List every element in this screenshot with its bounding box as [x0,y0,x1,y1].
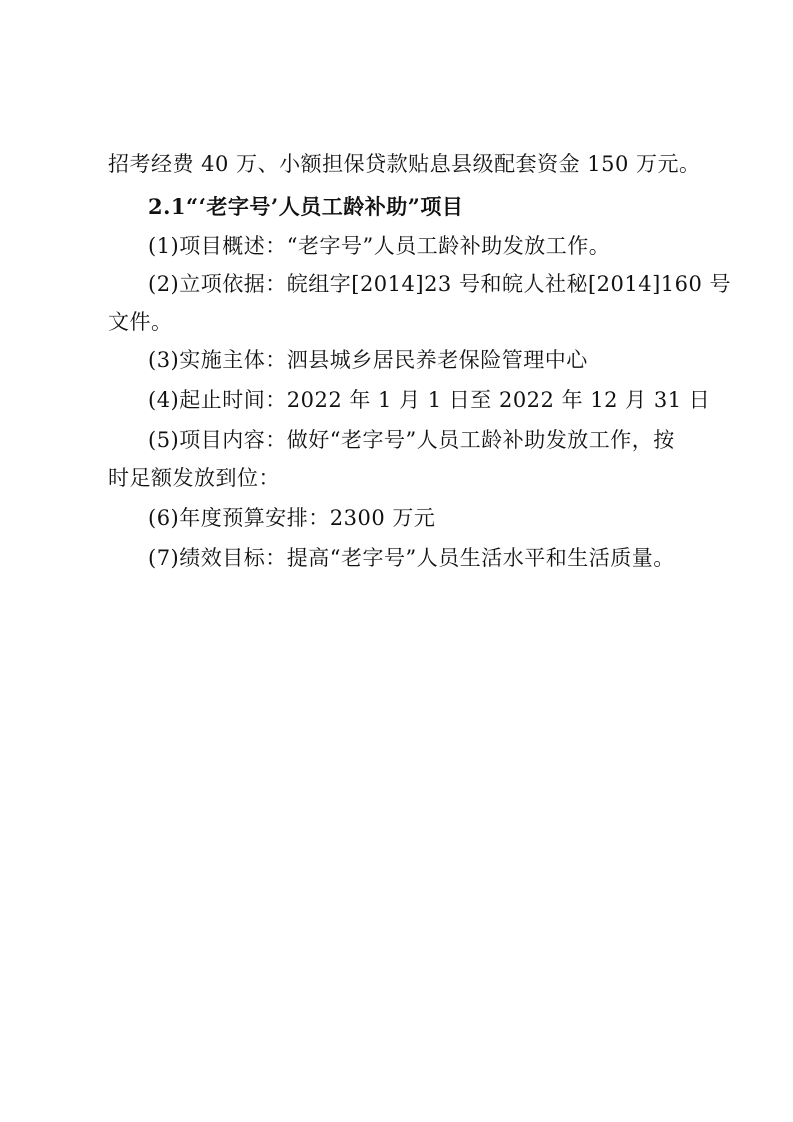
item-6-budget: (6)年度预算安排：2300 万元 [148,506,436,530]
item-1-overview: (1)项目概述：“老字号”人员工龄补助发放工作。 [148,234,611,258]
item-2-basis: (2)立项依据：皖组字[2014]23 号和皖人社秘[2014]160 号 [148,272,732,296]
item-5-content: (5)项目内容：做好“老字号”人员工龄补助发放工作，按 [148,428,675,452]
item-2-basis-continuation: 文件。 [108,310,173,334]
section-heading: 2.1“‘老字号’人员工龄补助”项目 [148,194,464,219]
continuation-paragraph: 招考经费 40 万、小额担保贷款贴息县级配套资金 150 万元。 [108,152,701,176]
item-5-content-continuation: 时足额发放到位： [108,466,280,490]
item-3-implementer: (3)实施主体：泗县城乡居民养老保险管理中心 [148,348,588,372]
item-4-period: (4)起止时间：2022 年 1 月 1 日至 2022 年 12 月 31 日 [148,388,711,412]
item-7-goal: (7)绩效目标：提高“老字号”人员生活水平和生活质量。 [148,546,675,570]
